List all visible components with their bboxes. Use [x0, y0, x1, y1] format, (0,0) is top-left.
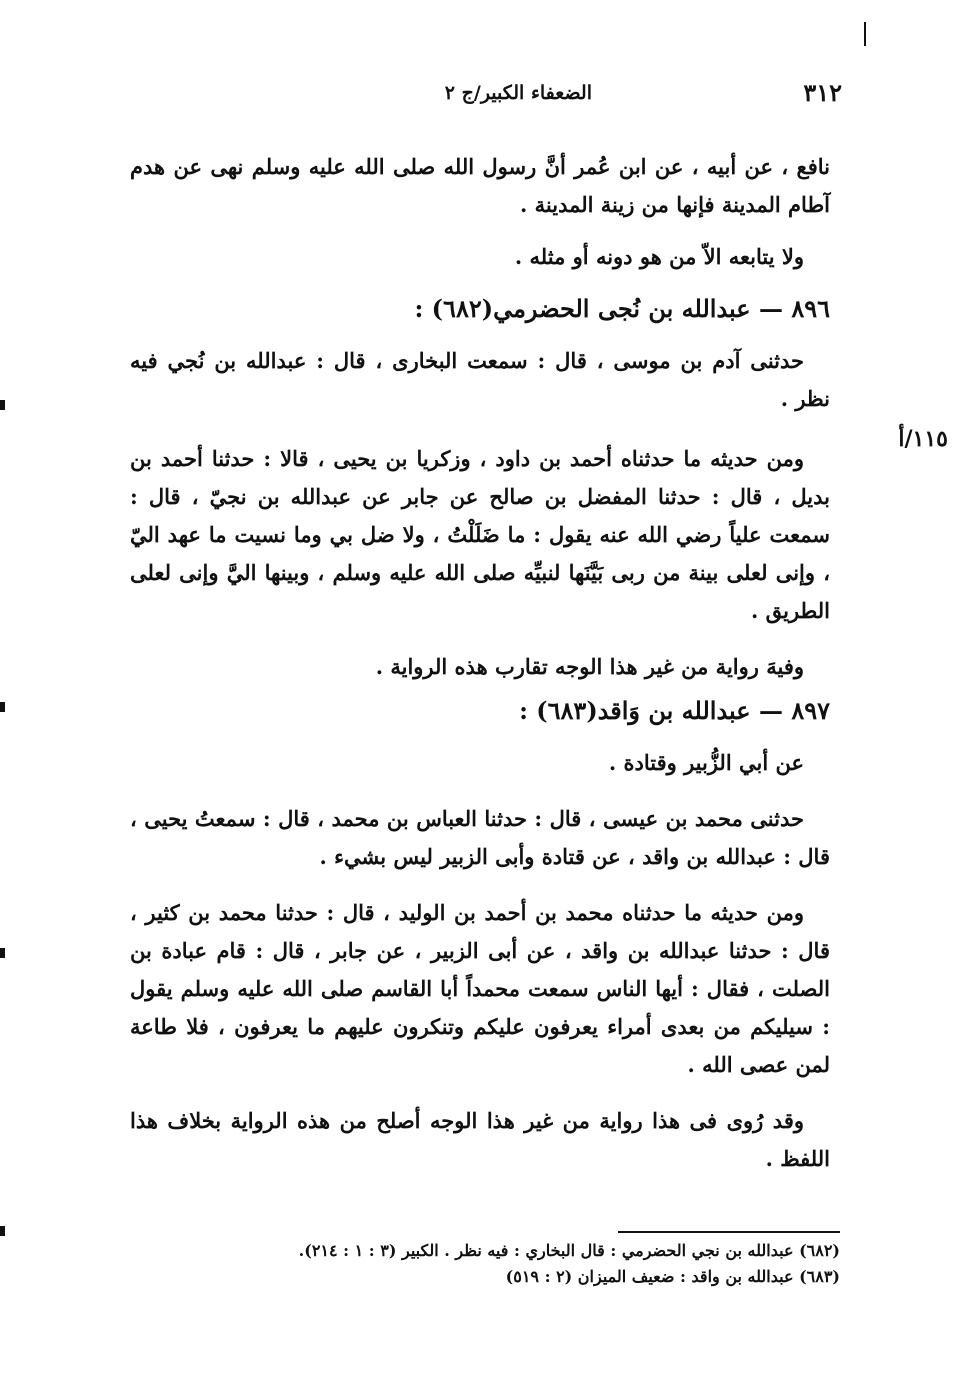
- paragraph: ولا يتابعه الاّ من هو دونه أو مثله .: [514, 244, 804, 269]
- paragraph: حدثنى محمد بن عيسى ، قال : حدثنا العباس بن محمد ، قال : سمعتُ يحيى ، قال : عبدالله بن واقد ، عن قتادة وأبى الزبير ليس بشيء .: [130, 806, 830, 869]
- paragraph: نافع ، عن أبيه ، عن ابن عُمر أنَّ رسول الله صلى الله عليه وسلم نهى عن هدم آطام المدينة فإنها من زينة المدينة .: [130, 154, 830, 217]
- paragraph: حدثنى آدم بن موسى ، قال : سمعت البخارى ، قال : عبدالله بن نُجي فيه نظر .: [130, 348, 830, 411]
- entry-heading-896: ٨٩٦ — عبدالله بن نُجى الحضرمي(٦٨٢) :: [414, 294, 830, 323]
- scan-mark: [0, 702, 5, 712]
- paragraph: وفيهَ رواية من غير هذا الوجه تقارب هذه الرواية .: [375, 654, 804, 679]
- scan-mark: [0, 948, 5, 958]
- running-header: [130, 78, 842, 118]
- footnotes: [210, 1238, 840, 1290]
- paragraph: ومن حديثه ما حدثناه محمد بن أحمد بن الوليد ، قال : حدثنا محمد بن كثير ، قال : حدثنا عبدالله بن واقد ، عن أبى الزبير ، عن جابر ، قال : قام عبادة بن الصلت ، فقال : أيها الناس سمعت محمداً أبا القاسم صلى الله عليه وسلم يقول : سيليكم من بعدى أمراء يعرفون عليكم وتنكرون عليهم ما يعرفون ، فلا طاعة لمن عصى الله .: [130, 900, 830, 1077]
- footnote-682: (٦٨٢) عبدالله بن نجي الحضرمي : قال البخاري : فيه نظر . الكبير (٣ : ١ : ٢١٤).: [298, 1241, 840, 1260]
- main-text: [130, 148, 830, 1192]
- entry-heading-897: ٨٩٧ — عبدالله بن وَاقد(٦٨٣) :: [519, 696, 830, 725]
- scan-mark: [0, 400, 5, 410]
- paragraph: وقد رُوى فى هذا رواية من غير هذا الوجه أصلح من هذه الرواية بخلاف هذا اللفظ .: [130, 1108, 830, 1171]
- footnote-rule: [618, 1231, 840, 1233]
- margin-folio: ١١٥/أ: [898, 426, 948, 452]
- running-title: الضعفاء الكبير/ج ٢: [444, 82, 592, 104]
- footnote-683: (٦٨٣) عبدالله بن واقد : ضعيف الميزان (٢ : ٥١٩): [505, 1267, 840, 1286]
- paragraph: ومن حديثه ما حدثناه أحمد بن داود ، وزكريا بن يحيى ، قالا : حدثنا أحمد بن بديل ، قال : حدثنا المفضل بن صالح عن جابر عن عبدالله بن نجيّ ، قال : سمعت علياً رضي الله عنه يقول : ما ضَلَلْتُ ، ولا ضل بي وما نسيت ما عهد اليّ ، وإنى لعلى بينة من ربى بَيَّنَها لنبيِّه صلى الله عليه وسلم ، وبينها اليَّ وإنى لعلى الطريق .: [130, 446, 830, 623]
- paragraph: عن أبي الزُّبير وقتادة .: [608, 750, 804, 775]
- scan-mark: [0, 1226, 5, 1236]
- page-number: ٣١٢: [803, 78, 842, 107]
- scan-mark: [864, 22, 866, 46]
